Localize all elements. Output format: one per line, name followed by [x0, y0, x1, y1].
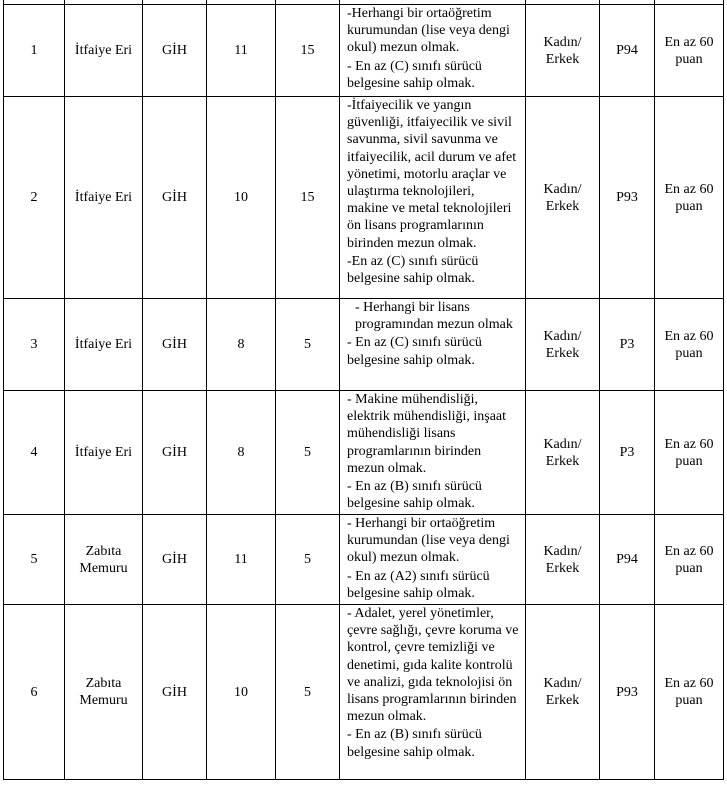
- table-row: [4, 515, 724, 605]
- position-count: 15: [276, 5, 340, 97]
- minimum-score: En az 60 puan: [655, 5, 724, 97]
- class-code: GİH: [143, 605, 207, 780]
- requirement-item: -En az (C) sınıfı sürücü belgesine sahip olmak.: [347, 253, 479, 287]
- requirement-item: - En az (C) sınıfı sürücü belgesine sahip olmak.: [347, 58, 482, 91]
- position-title: İtfaiye Eri: [65, 97, 143, 299]
- row-number: 4: [4, 391, 65, 515]
- minimum-score: En az 60 puan: [655, 391, 724, 515]
- minimum-score: En az 60 puan: [655, 97, 724, 299]
- position-count: 5: [276, 391, 340, 515]
- row-number: 2: [4, 97, 65, 299]
- requirements: [340, 605, 526, 780]
- gender: Kadın/ Erkek: [526, 5, 600, 97]
- row-number: 6: [4, 605, 65, 780]
- requirement-item: - Herhangi bir ortaöğretim kurumundan (lise veya dengi okul) mezun olmak.: [347, 516, 510, 566]
- gender: Kadın/ Erkek: [526, 299, 600, 391]
- gender: Kadın/ Erkek: [526, 391, 600, 515]
- table-row: [4, 97, 724, 299]
- gender: Kadın/ Erkek: [526, 515, 600, 605]
- requirements: [340, 97, 526, 299]
- requirement-item: - En az (C) sınıfı sürücü belgesine sahip olmak.: [347, 335, 482, 368]
- row-number: 5: [4, 515, 65, 605]
- grade: 10: [207, 605, 276, 780]
- requirement-item: - En az (B) sınıfı sürücü belgesine sahip olmak.: [347, 479, 482, 512]
- requirement-item: - Adalet, yerel yönetimler, çevre sağlığı, çevre koruma ve kontrol, çevre temizliği ve denetimi, gıda kalite kontrolü ve analizi, gıda teknolojisi ön lisans programlarının birinden mezun olmak.: [347, 606, 519, 725]
- position-title: İtfaiye Eri: [65, 5, 143, 97]
- table-row: [4, 299, 724, 391]
- row-number: 3: [4, 299, 65, 391]
- position-count: 5: [276, 515, 340, 605]
- position-title: İtfaiye Eri: [65, 299, 143, 391]
- requirement-item: - Herhangi bir lisans programından mezun olmak: [355, 300, 513, 333]
- grade: 11: [207, 5, 276, 97]
- score-type: P94: [600, 515, 655, 605]
- grade: 8: [207, 299, 276, 391]
- minimum-score: En az 60 puan: [655, 299, 724, 391]
- position-title: Zabıta Memuru: [65, 515, 143, 605]
- requirement-item: - En az (A2) sınıfı sürücü belgesine sahip olmak.: [347, 568, 490, 601]
- score-type: P93: [600, 605, 655, 780]
- class-code: GİH: [143, 299, 207, 391]
- requirements: [340, 391, 526, 515]
- minimum-score: En az 60 puan: [655, 515, 724, 605]
- table-row: [4, 391, 724, 515]
- position-count: 15: [276, 97, 340, 299]
- requirement-item: - En az (B) sınıfı sürücü belgesine sahip olmak.: [347, 727, 482, 760]
- score-type: P94: [600, 5, 655, 97]
- position-count: 5: [276, 299, 340, 391]
- grade: 10: [207, 97, 276, 299]
- positions-table: [3, 0, 724, 780]
- requirement-item: -İtfaiyecilik ve yangın güvenliği, itfaiyecilik ve sivil savunma, sivil savunma ve itfaiyecilik, acil durum ve afet yönetimi, motorlu araçlar ve ulaştırma teknolojileri, makine ve metal teknolojileri ön lisans programlarının birinden mezun olmak.: [347, 98, 517, 251]
- class-code: GİH: [143, 5, 207, 97]
- score-type: P3: [600, 299, 655, 391]
- grade: 11: [207, 515, 276, 605]
- position-title: Zabıta Memuru: [65, 605, 143, 780]
- gender: Kadın/ Erkek: [526, 605, 600, 780]
- table-row: [4, 5, 724, 97]
- class-code: GİH: [143, 515, 207, 605]
- requirements: [340, 5, 526, 97]
- score-type: P93: [600, 97, 655, 299]
- gender: Kadın/ Erkek: [526, 97, 600, 299]
- minimum-score: En az 60 puan: [655, 605, 724, 780]
- requirements: [340, 299, 526, 391]
- position-title: İtfaiye Eri: [65, 391, 143, 515]
- table-row: [4, 605, 724, 780]
- position-count: 5: [276, 605, 340, 780]
- requirement-item: - Makine mühendisliği, elektrik mühendisliği, inşaat mühendisliği lisans programlarının birinden mezun olmak.: [347, 392, 507, 476]
- row-number: 1: [4, 5, 65, 97]
- requirements: [340, 515, 526, 605]
- class-code: GİH: [143, 391, 207, 515]
- grade: 8: [207, 391, 276, 515]
- score-type: P3: [600, 391, 655, 515]
- requirement-item: -Herhangi bir ortaöğretim kurumundan (lise veya dengi okul) mezun olmak.: [347, 6, 510, 56]
- class-code: GİH: [143, 97, 207, 299]
